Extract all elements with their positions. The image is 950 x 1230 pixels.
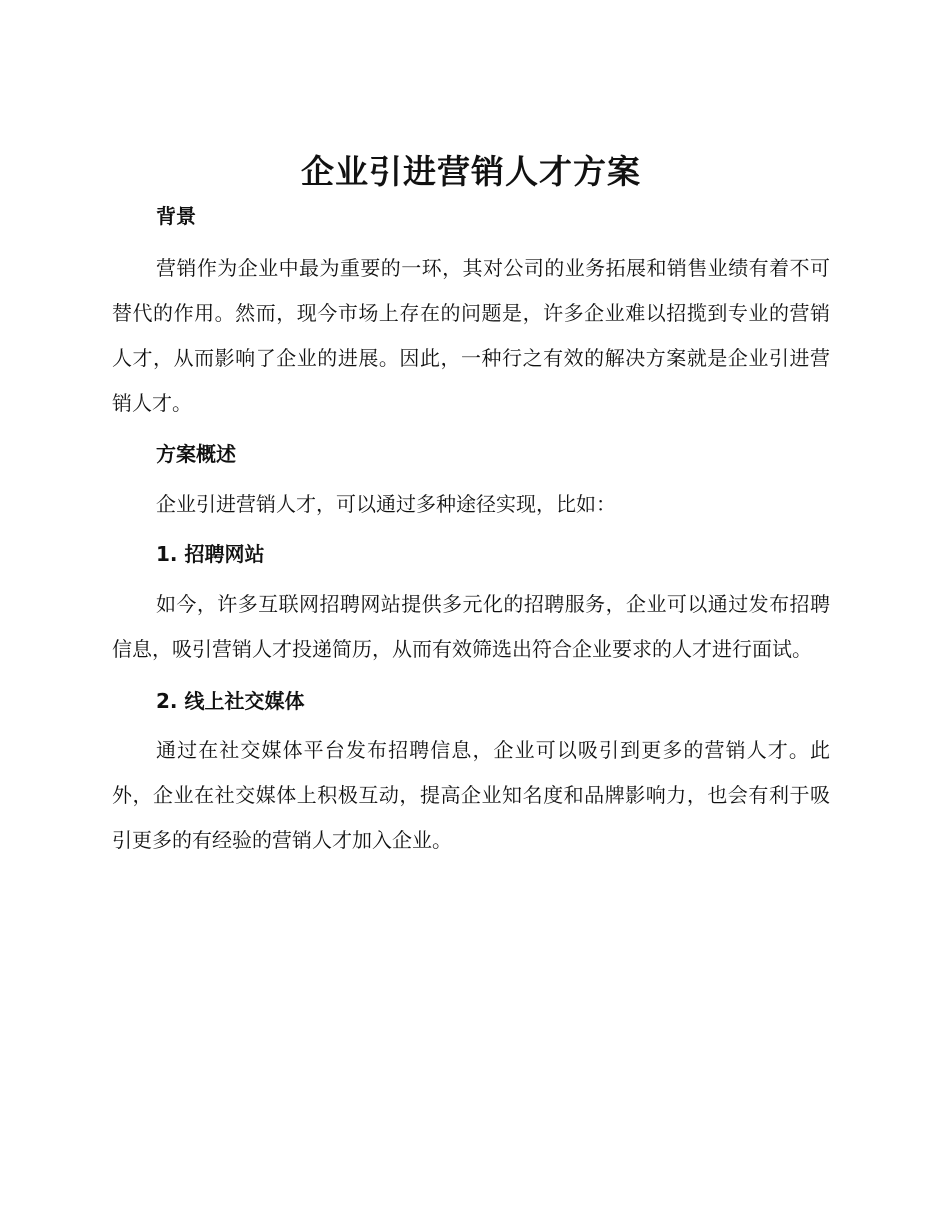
document-title: 企业引进营销人才方案 — [301, 152, 641, 191]
document-body — [112, 150, 830, 863]
paragraph-social-media: 通过在社交媒体平台发布招聘信息，企业可以吸引到更多的营销人才。此外，企业在社交媒体上积极互动，提高企业知名度和品牌影响力，也会有利于吸引更多的有经验的营销人才加入企业。 — [112, 738, 830, 852]
paragraph-overview: 企业引进营销人才，可以通过多种途径实现，比如： — [156, 492, 616, 516]
paragraph-recruit-sites: 如今，许多互联网招聘网站提供多元化的招聘服务，企业可以通过发布招聘信息，吸引营销人才投递简历，从而有效筛选出符合企业要求的人才进行面试。 — [112, 592, 830, 661]
section-heading-social-media: 2. 线上社交媒体 — [156, 689, 305, 713]
section-heading-recruit-sites: 1. 招聘网站 — [156, 542, 265, 566]
section-heading-overview: 方案概述 — [156, 442, 236, 466]
section-heading-background: 背景 — [156, 204, 196, 228]
paragraph-background: 营销作为企业中最为重要的一环，其对公司的业务拓展和销售业绩有着不可替代的作用。然而，现今市场上存在的问题是，许多企业难以招揽到专业的营销人才，从而影响了企业的进展。因此，一种行之有效的解决方案就是企业引进营销人才。 — [112, 256, 830, 415]
